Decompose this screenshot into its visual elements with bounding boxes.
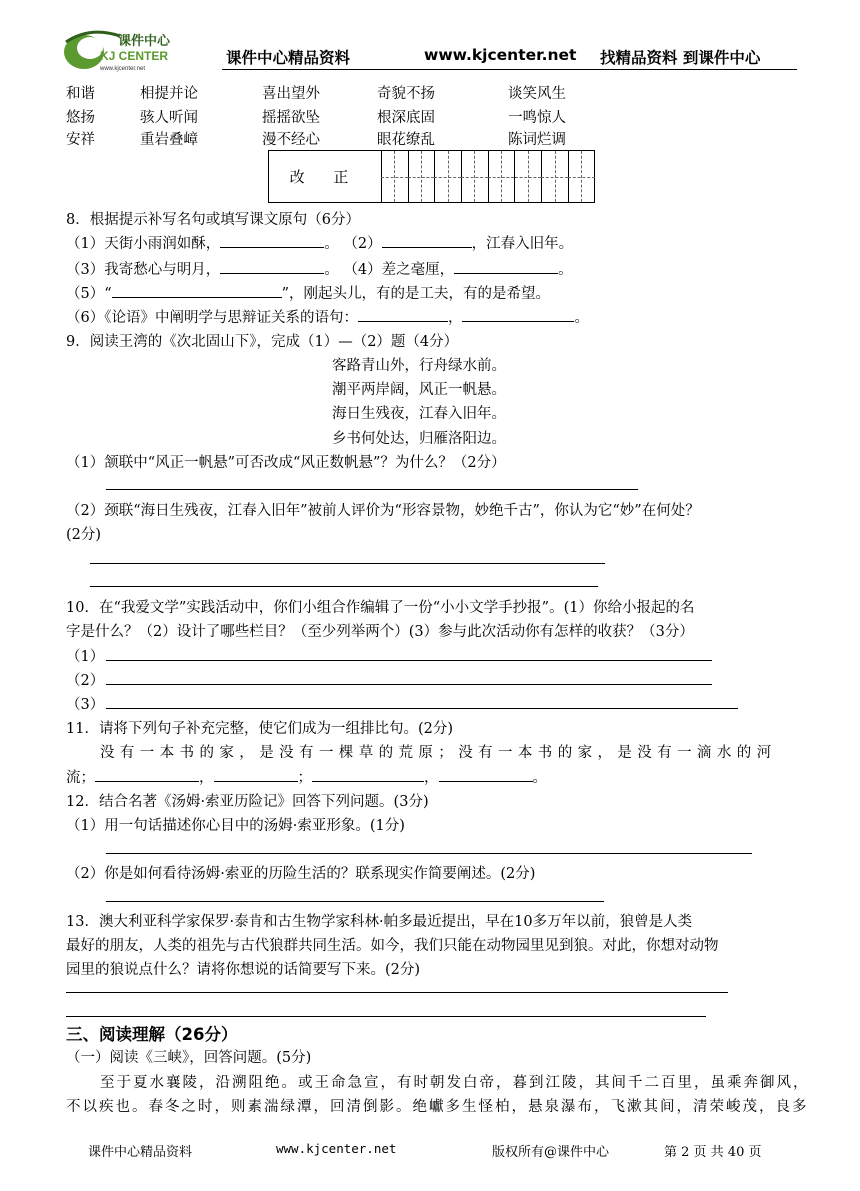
answer-blank[interactable] — [462, 307, 574, 322]
q8-text: ”，刚起头儿，有的是工夫，有的是希望。 — [281, 286, 551, 302]
q12-title: 12．结合名著《汤姆·索亚历险记》回答下列问题。(3分) — [66, 794, 429, 810]
page-number: 第 2 页 共 40 页 — [664, 1145, 762, 1160]
answer-line[interactable] — [66, 992, 728, 993]
q9-sub2-score: (2分) — [66, 527, 102, 543]
q13-line2: 最好的朋友，人类的祖先与古代狼群共同生活。如今，我们只能在动物园里见到狼。对此，你想对动物 — [66, 938, 719, 954]
answer-line[interactable] — [90, 563, 605, 564]
correction-cell[interactable] — [461, 151, 489, 202]
q8-text: 。 （2） — [324, 236, 382, 252]
header-title-right: 找精品资料 到课件中心 — [600, 49, 761, 67]
correction-cell[interactable] — [541, 151, 569, 202]
answer-line[interactable] — [106, 489, 638, 490]
q8-text: 。 （4）差之毫厘， — [324, 262, 455, 278]
header-rule — [222, 69, 797, 70]
answer-line[interactable] — [106, 853, 752, 854]
word: 根深底固 — [377, 110, 435, 126]
word: 安祥 — [66, 132, 95, 148]
q11-line1: 没有一本书的家，是没有一棵草的荒原；没有一本书的家，是没有一滴水的河 — [100, 745, 777, 761]
q10-line2: 字是什么？（2）设计了哪些栏目？（至少列举两个）(3）参与此次活动你有怎样的收获？（3分） — [66, 624, 694, 640]
answer-blank[interactable] — [358, 307, 448, 322]
word: 相提并论 — [140, 86, 198, 102]
word: 喜出望外 — [262, 86, 320, 102]
answer-line[interactable] — [106, 684, 712, 685]
poem-line: 潮平两岸阔，风正一帆悬。 — [332, 382, 506, 398]
answer-blank[interactable] — [220, 233, 324, 248]
passage-line: 不以疾也。春冬之时，则素湍绿潭，回清倒影。绝巘多生怪柏，悬泉瀑布，飞漱其间，清荣峻茂，良多 — [66, 1099, 809, 1115]
logo-sub: KJ CENTER — [100, 49, 169, 63]
word: 漫不经心 — [262, 132, 320, 148]
header-url[interactable]: www.kjcenter.net — [424, 46, 577, 64]
header-title-left: 课件中心精品资料 — [226, 49, 351, 67]
answer-blank[interactable] — [214, 767, 298, 782]
logo-text: 课件中心 — [118, 33, 171, 48]
correction-cell[interactable] — [434, 151, 462, 202]
word: 骇人听闻 — [140, 110, 198, 126]
q8-title: 8．根据提示补写名句或填写课文原句（6分） — [66, 212, 360, 228]
answer-blank[interactable] — [312, 767, 424, 782]
word: 摇摇欲坠 — [262, 110, 320, 126]
q8-text: （1）天街小雨润如酥， — [66, 236, 221, 252]
passage-line: 至于夏水襄陵，沿溯阻绝。或王命急宣，有时朝发白帝，暮到江陵，其间千二百里，虽乘奔御风， — [100, 1075, 810, 1091]
footer-url[interactable]: www.kjcenter.net — [276, 1141, 397, 1156]
q8-text: 。 — [558, 262, 573, 278]
q8-text: （6）《论语》中阐明学与思辩证关系的语句： — [66, 310, 358, 326]
poem-line: 海日生残夜，江春入旧年。 — [332, 406, 506, 422]
poem-line: 乡书何处达，归雁洛阳边。 — [332, 431, 506, 447]
q10-n3: （3） — [66, 697, 105, 713]
word: 陈词烂调 — [508, 132, 566, 148]
q8-text: （3）我寄愁心与明月， — [66, 262, 221, 278]
q8-text: ， — [447, 310, 463, 326]
section-subtitle: （一）阅读《三峡》，回答问题。(5分) — [66, 1050, 312, 1066]
answer-line[interactable] — [66, 1016, 706, 1017]
q10-line1: 10．在“我爱文学”实践活动中，你们小组合作编辑了一份“小小文学手抄报”。(1）你给小报起的名 — [66, 600, 695, 616]
q12-sub1: （1）用一句话描述你心目中的汤姆·索亚形象。(1分) — [66, 818, 405, 834]
correction-cell[interactable] — [488, 151, 516, 202]
word: 奇貌不扬 — [377, 86, 435, 102]
q11-text: 。 — [532, 770, 547, 786]
q13-line1: 13．澳大利亚科学家保罗·泰肯和古生物学家科林·帕多最近提出，早在10多万年以前，狼曾是人类 — [66, 914, 693, 930]
q11-line2 — [66, 766, 547, 787]
q8-line4 — [66, 306, 589, 327]
correction-label: 改 正 — [269, 151, 382, 202]
q11-text: ； — [297, 770, 312, 786]
q9-sub2: （2）颈联“海日生残夜，江春入旧年”被前人评价为“形容景物，妙绝千古”，你认为它“妙”在何处？ — [66, 503, 700, 519]
answer-line[interactable] — [106, 660, 712, 661]
q10-n2: （2） — [66, 673, 105, 689]
section-title: 三、阅读理解（26分） — [66, 1025, 238, 1044]
q13-line3: 园里的狼说点什么？请将你想说的话简要写下来。(2分) — [66, 962, 421, 978]
q8-line3 — [66, 282, 550, 303]
correction-grid — [268, 150, 595, 203]
q11-text: ， — [424, 770, 439, 786]
q8-line1 — [66, 232, 573, 253]
q9-title: 9．阅读王湾的《次北固山下》，完成（1）—（2）题（4分） — [66, 334, 459, 350]
poem-line: 客路青山外，行舟绿水前。 — [332, 358, 506, 374]
answer-line[interactable] — [106, 708, 738, 709]
q10-n1: （1） — [66, 649, 105, 665]
q8-line2 — [66, 258, 573, 279]
q9-sub1: （1）颔联中“风正一帆悬”可否改成“风正数帆悬”？为什么？（2分） — [66, 455, 506, 471]
word: 谈笑风生 — [508, 86, 566, 102]
word: 眼花缭乱 — [377, 132, 435, 148]
footer-copyright: 版权所有@课件中心 — [492, 1145, 610, 1160]
q11-text: ， — [199, 770, 214, 786]
footer-left: 课件中心精品资料 — [88, 1145, 193, 1160]
answer-blank[interactable] — [220, 259, 324, 274]
q11-title: 11．请将下列句子补充完整，使它们成为一组排比句。(2分) — [66, 721, 453, 737]
answer-blank[interactable] — [454, 259, 558, 274]
answer-blank[interactable] — [439, 767, 533, 782]
q8-text: 。 — [574, 310, 589, 326]
q8-text: （5）“ — [66, 286, 112, 302]
q12-sub2: （2）你是如何看待汤姆·索亚的历险生活的？联系现实作简要阐述。(2分) — [66, 866, 536, 882]
correction-cell[interactable] — [408, 151, 436, 202]
correction-cell[interactable] — [515, 151, 543, 202]
word: 重岩叠嶂 — [140, 132, 198, 148]
q8-text: ，江春入旧年。 — [471, 236, 574, 252]
answer-blank[interactable] — [382, 233, 472, 248]
word: 一鸣惊人 — [508, 110, 566, 126]
kjcenter-logo — [60, 28, 190, 72]
answer-line[interactable] — [106, 901, 604, 902]
answer-line[interactable] — [90, 586, 598, 587]
correction-cell[interactable] — [568, 151, 595, 202]
correction-cell[interactable] — [381, 151, 409, 202]
q11-text: 流； — [66, 770, 95, 786]
answer-blank[interactable] — [112, 283, 282, 298]
answer-blank[interactable] — [95, 767, 199, 782]
logo-url: www.kjcenter.net — [100, 66, 146, 72]
word: 和谐 — [66, 86, 95, 102]
word: 悠扬 — [66, 110, 95, 126]
